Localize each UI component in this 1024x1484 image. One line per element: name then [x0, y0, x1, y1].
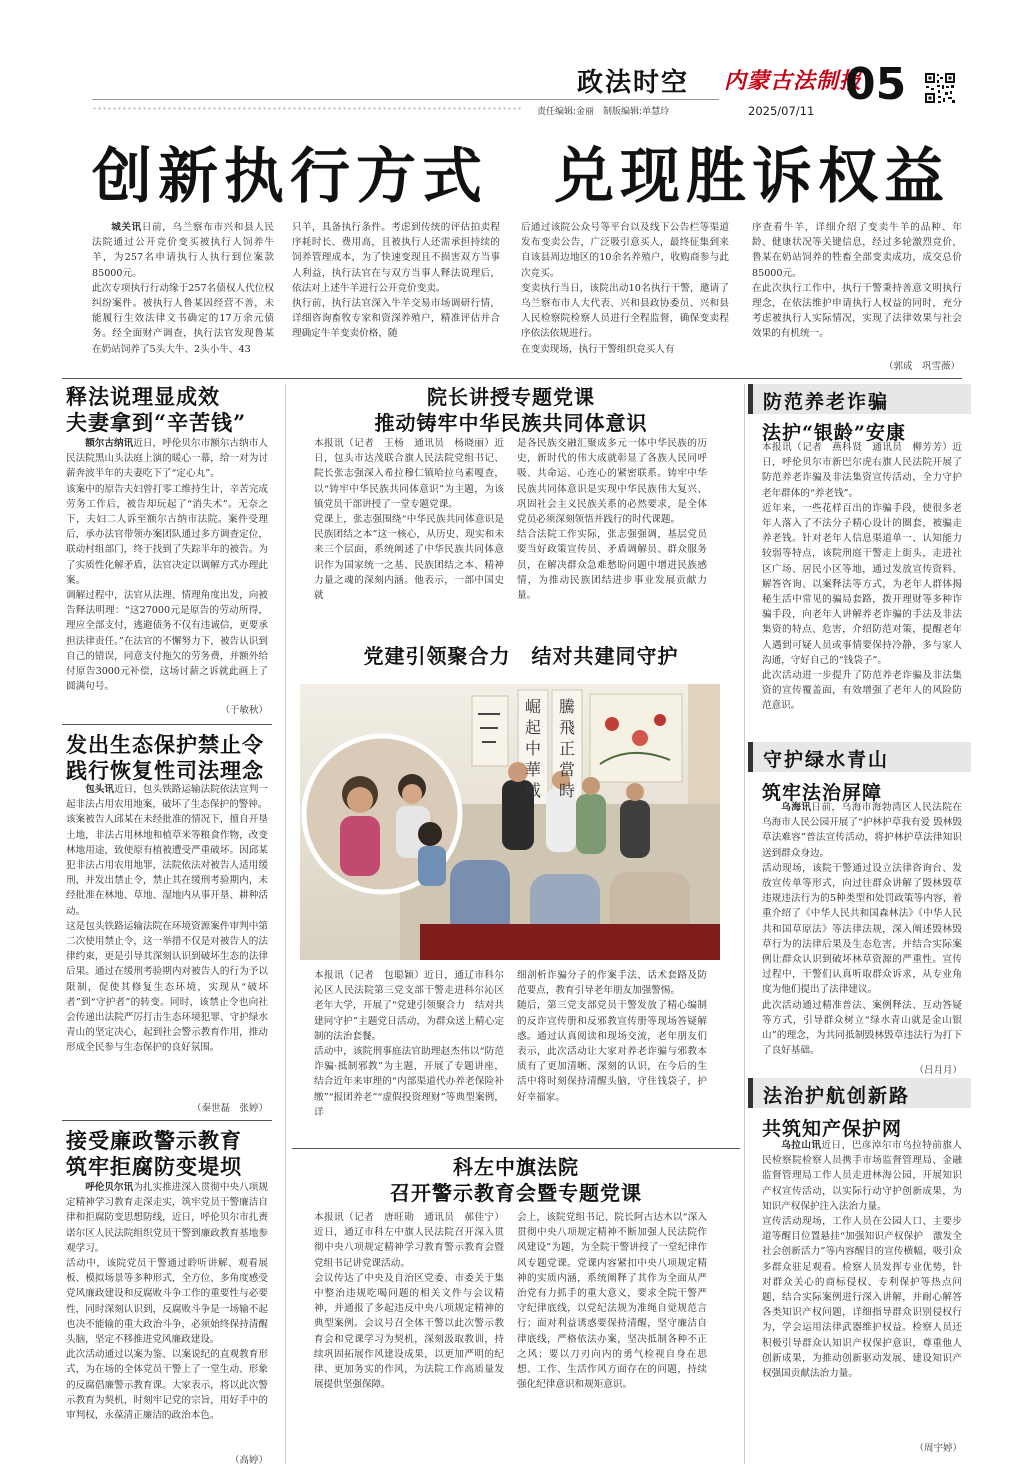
title-line-1: 发出生态保护禁止令 [66, 732, 264, 757]
main-article-col3: 后通过该院公众号等平台以及线下公告栏等渠道发布变卖公告，广泛吸引意买人，最终征集到来自该县周边地区的10余名养殖户，收购商参与此次竞买。 变卖执行当日，该院出动10名执行干警，邀请了乌兰察布市人大代表、兴和县政协委员、兴和县人民检察院检察人员进行全程监督，确保变卖程序依法依规进行。 在变卖现场，执行干警组织竞买人有 [521, 222, 729, 355]
article-center-3-col1: 本报讯（记者 唐旺勋 通讯员 郝佳宁）近日，通辽市科左中旗人民法院召开深入贯彻中央八项规定精神学习教育警示教育会暨党组书记讲党课活动。 会议传达了中央及自治区党委、市委关于集中整治违规吃喝问题的相关文件与会议精神，并通报了多起违反中央八项规定精神的典型案例。会议号召全体干警以此次警示教育会和党课学习为契机，深刻汲取教训，持续巩固拓展作风建设成果，以更加严明的纪律、更加务实的作风，为法院工作高质量发展提供坚强保障。 [314, 1212, 504, 1391]
main-article-col2: 只羊，具备执行条件。考虑到传统的评估拍卖程序耗时长、费用高，且被执行人还需承担持续的饲养管理成本，为了快速变现且不损害双方当事人利益，执行法官在与双方当事人释法说理后，依法对上述牛羊进行公开竞价变卖。 执行前，执行法官深入牛羊交易市场调研行情，详细咨询畜牧专家和资深养殖户，精准评估并合理确定牛羊变卖价格，随 [292, 222, 500, 340]
vertical-rule-left [285, 384, 286, 1464]
title-line-1: 释法说理显成效 [66, 384, 220, 409]
qr-code-icon [924, 72, 956, 104]
vertical-rule-right [744, 384, 745, 1464]
editor-credits: 责任编辑:金丽 制版编辑:单慧玲 [537, 107, 670, 117]
article-right-3-body: 乌拉山讯近日，巴彦淖尔市乌拉特前旗人民检察院检察人员携手市场监督管理局、金融监督管理局工作人员走进林海公园，开展知识产权宣传活动，以实际行动守护创新成果，为知识产权保护注入法治力量。 宣传活动现场，工作人员在公园人口、主要步道等醒目位置悬挂“加强知识产权保护 激发全社会创新活力”等内容醒目的宣传横幅，吸引众多群众驻足观看。检察人员发挥专业优势，针对群众关心的商标侵权、专利保护等热点问题，结合实际案例进行深入讲解，并耐心解答各类知识产权问题，详细指导群众识别侵权行为，学会运用法律武器维护权益。检察人员还积极引导群众认知识产权保护意识，尊重他人创新成果，为推动创新驱动发展、建设知识产权强国贡献法治力量。 [762, 1140, 963, 1380]
dateline: 包头讯 [85, 784, 115, 795]
paper-name: 内蒙古法制报 [724, 68, 863, 94]
main-article-col1: 城关讯日前，乌兰察布市兴和县人民法院通过公开竞价变买被执行人饲养牛羊，为257名申请执行人执行到位案款85000元。 此次专项执行行动缘于257名债权人代位权纠纷案件。被执行人鲁某因经营不善，未能履行生效法律文书确定的17万余元债务。经全面财产调查，执行法官发现鲁某在奶站饲养了5头大牛、2头小牛、43 [92, 222, 275, 355]
title-line-2: 召开警示教育会暨专题党课 [390, 1181, 642, 1205]
article-left-2-body: 包头讯近日，包头铁路运输法院依法宣判一起非法占用农用地案，破坏了生态保护的警钟。 该案被告人邱某在未经批准的情况下，擅自开垦土地，非法占用林地和植草米等粮食作物，改变林地用途，致使原有植被遭受严重破坏。因邱某犯非法占用农用地罪，法院依法对被告人适用缓刑，并发出禁止令，禁止其在缓刑考验期内，未经批准在林地、草地、湿地内从事开垦、耕种活动。 这是包头铁路运输法院在环境资源案件审判中第二次使用禁止令，这一举措不仅是对被告人的法律约束，更是引导其深刻认识到破坏生态的法律后果。通过在缓刑考验期内对被告人的行为予以限制，促使其修复生态环境，实现从“破坏者”到“守护者”的转变。同时，该禁止令也向社会传递出法院严厉打击生态环境犯罪、守护绿水青山的坚定决心，起到社会警示教育作用，推动形成全民参与生态保护的良好氛围。 [66, 784, 269, 1054]
article-right-1-body: 本报讯（记者 燕科贤 通讯员 柳芳芳）近日，呼伦贝尔市新巴尔虎右旗人民法院开展了防范养老诈骗及非法集资宣传活动，全力守护老年群体的“养老钱”。 近年来，一些花样百出的诈骗手段，使很多老年人落入了不法分子精心设计的圈套，被骗走养老钱。针对老年人信息渠道单一、认知能力较弱等特点，该院刑庭干警走上街头，走进社区广场、居民小区等地，通过发放宣传资料、解答咨询、以案释法等方式，为老年人群体揭秘生活中常见的骗局套路，拨开理财等多种诈骗手段，向老年人讲解养老诈骗的手法及非法集资的特点、危害，介绍防范对策，提醒老年人遇到可疑人员或事情要保持冷静，多与家人沟通，守好自己的“钱袋子”。 此次活动进一步提升了防范养老诈骗及非法集资的宣传覆盖面，有效增强了老年人的风险防范意识。 [762, 442, 962, 712]
article-center-2-col1: 本报讯（记者 包聪颖）近日，通辽市科尔沁区人民法院第三党支部干警走进科尔沁区老年大学，开展了“党建引领聚合力 结对共建同守护”主题党日活动，为群众送上精心定制的法治套餐。 活动中，该院刑事庭法官助理赵杰伟以“防范诈骗·抵制邪教”为主题，开展了专题讲座，结合近年来审理的“内部渠道代办养老保险补缴”“报团养老”“虚假投资理财”等典型案例，详 [314, 970, 504, 1118]
section-banner-green-mountains [748, 742, 971, 772]
article-left-3-body: 呼伦贝尔讯为扎实推进深入贯彻中央八项规定精神学习教育走深走实，筑牢党员干警廉洁自律和拒腐防变思想防线，近日，呼伦贝尔市扎赉诺尔区人民法院组织党员干警到廉政教育基地参观学习。 活动中，该院党员干警通过聆听讲解、观看展板、模拟场景等多种形式，全方位、多角度感受党风廉政建设和反腐败斗争工作的重要性与必要性，同时深刻认识到，反腐败斗争是一场输不起也决不能输的重大政治斗争，必须始终保持清醒头脑，坚定不移推进党风廉政建设。 此次活动通过以案为鉴、以案说纪的直观教育形式，为在场的全体党员干警上了一堂生动、形象的反腐倡廉警示教育课。大家表示，将以此次警示教育为契机，时刻牢记党的宗旨，用好手中的审判权，永葆清正廉洁的政治本色。 [66, 1182, 269, 1422]
article-left-2-byline: （秦世磊 张婷） [191, 1103, 268, 1114]
section-name: 政法时空 [577, 68, 690, 98]
masthead-dots [92, 106, 522, 112]
dateline: 乌拉山讯 [781, 1140, 822, 1151]
section-banner-text: 守护绿水青山 [763, 749, 890, 771]
article-center-3-title [292, 1154, 740, 1206]
article-center-2-title: 党建引领聚合力 结对共建同守护 [363, 644, 679, 668]
divider-left-1 [62, 724, 272, 725]
main-article-col4: 序查看牛羊，详细介绍了变卖牛羊的品种、年龄、健康状况等关键信息，经过多轮激烈竞价，鲁某在奶站饲养的牲畜全部变卖成功，成交总价85000元。 在此次执行工作中，执行干警秉持善意文明执行理念，在依法维护申请执行人权益的同时，充分考虑被执行人实际情况，实现了法律效果与社会效果的有机统一。 [752, 222, 962, 340]
main-headline: 创新执行方式 兑现胜诉权益 [92, 142, 950, 212]
article-center-2-col2: 细剖析诈骗分子的作案手法、话术套路及防范要点，教育引导老年朋友加强警惕。 随后，第三党支部党员干警发放了精心编制的反诈宣传册和反邪教宣传册等现场答疑解惑。通过认真阅读和现场交流，老年朋友们表示，此次活动让大家对养老诈骗与邪教本质有了更加清晰、深刻的认识，在今后的生活中将时刻保持清醒头脑，守住钱袋子，护好幸福家。 [517, 970, 707, 1103]
main-article-byline: （郭成 巩雪薇） [883, 361, 960, 372]
article-center-1-col2: 是各民族交融汇聚成多元一体中华民族的历史，新时代的伟大成就彰显了各族人民同呼吸、共命运、心连心的紧密联系。铸牢中华民族共同体意识是实现中华民族伟大复兴、巩固社会主义民族关系的必然要求，是全体党员必须深刻领悟并践行的时代课题。 结合法院工作实际，张志强强调，基层党员要当好政策宣传员、矛盾调解员、群众服务员，在解决群众急难愁盼问题中增进民族感情，为推动民族团结进步事业发展贡献力量。 [517, 438, 707, 602]
article-right-1-subtitle: 法护“银龄”安康 [762, 422, 906, 444]
dateline: 城关讯 [111, 222, 142, 233]
article-left-2-title [66, 732, 272, 784]
page-number: 05 [845, 59, 907, 110]
article-left-1-byline: （于敏秋） [220, 705, 268, 716]
title-line-2: 践行恢复性司法理念 [66, 758, 264, 783]
article-right-2-body: 乌海讯日前，乌海市海勃湾区人民法院在乌海市人民公园开展了“护林护草我有爱 毁林毁草法难容”普法宣传活动，将护林护草法律知识送到群众身边。 活动现场，该院干警通过设立法律咨询台、发放宣传单等形式，向过往群众讲解了毁林毁草违规违法行为的5种类型和处罚政策等内容，着重介绍了《中华人民共和国森林法》《中华人民共和国草原法》等法律法规，深入阐述毁林毁草行为的法律后果及生态危害，并结合实际案例让群众认识到破坏林草资源的严重性。宣传过程中，干警们认真听取群众诉求，从专业角度为他们提出了法律建议。 此次活动通过精准普法、案例释法、互动答疑等方式，引导群众树立“绿水青山就是金山银山”的理念，为共同抵制毁林毁草违法行为打下了良好基础。 [762, 802, 963, 1057]
article-center-1-col1: 本报讯（记者 王杨 通讯员 杨晓丽）近日，包头市达茂联合旗人民法院党组书记、院长张志强深入希拉穆仁镇哈拉乌素嘎查，以“铸牢中华民族共同体意识”为主题，为该镇党员干部讲授了一堂专题党课。 党课上，张志强围绕“中华民族共同体意识是民族团结之本”这一核心，从历史、现实和未来三个层面，系统阐述了中华民族共同体意识作为国家统一之基、民族团结之本、精神力量之魂的深刻内涵。他表示，一部中国史就 [314, 438, 504, 602]
article-left-1-title [66, 384, 272, 436]
article-right-2-subtitle: 筑牢法治屏障 [762, 782, 883, 804]
section-banner-text: 防范养老诈骗 [763, 391, 890, 413]
article-right-2-byline: （吕月月） [914, 1065, 962, 1076]
section-banner-text: 法治护航创新路 [763, 1085, 911, 1107]
divider-center [292, 1148, 740, 1149]
dateline: 乌海讯 [781, 802, 812, 813]
calligraphy-scroll-right: 騰飛正當時 [558, 697, 575, 800]
article-right-3-subtitle: 共筑知产保护网 [762, 1118, 903, 1140]
divider-under-main [62, 378, 962, 379]
page-date: 2025/07/11 [748, 104, 815, 118]
section-banner-ip-protection [748, 1078, 971, 1108]
calligraphy-scroll-left: 崛起中華威 [524, 697, 541, 800]
title-line-1: 院长讲授专题党课 [427, 385, 595, 409]
article-right-3-byline: （周宇婷） [914, 1443, 962, 1454]
dateline: 额尔古纳讯 [85, 438, 134, 449]
divider-left-2 [62, 1120, 272, 1121]
title-line-2: 筑牢拒腐防变堤坝 [66, 1154, 242, 1179]
article-center-3-col2: 会上，该院党组书记、院长阿古达木以“深入贯彻中央八项规定精神不断加强人民法院作风建设”为题，为全院干警讲授了一堂纪律作风专题党课。党课内容紧扣中央八项规定精神的实质内涵，系统阐释了其作为全面从严治党有力抓手的重大意义，要求全院干警严守纪律底线，以党纪法规为准绳自觉规范言行；面对利益诱惑要保持清醒，坚守廉洁自律底线，严格依法办案，坚决抵制各种不正之风；要以刀刃向内的勇气检视自身在思想、工作、生活作风方面存在的问题，持续强化纪律意识和规矩意识。 [517, 1212, 707, 1391]
title-line-1: 科左中旗法院 [453, 1155, 579, 1179]
title-line-1: 接受廉政警示教育 [66, 1128, 242, 1153]
masthead-divider [92, 99, 719, 100]
dateline: 呼伦贝尔讯 [85, 1182, 134, 1193]
masthead [0, 0, 1024, 125]
article-center-1-title [292, 384, 730, 436]
article-left-3-byline: （高婷） [229, 1455, 268, 1466]
event-photo [300, 684, 720, 960]
title-line-2: 夫妻拿到“辛苦钱” [66, 410, 247, 435]
section-banner-elder-fraud [748, 384, 971, 414]
article-left-3-title [66, 1128, 272, 1180]
article-left-1-body: 额尔古纳讯近日，呼伦贝尔市额尔古纳市人民法院黑山头法庭上演的暖心一幕，给一对为讨薪奔波半年的夫妻吃下了“定心丸”。 该案中的原告夫妇曾打零工维持生计，辛苦完成劳务工作后，被告却玩起了“消失术”。无奈之下，夫妇二人诉至额尔古纳市法院。案件受理后，承办法官带领办案团队通过多方调查定位，联动村组部门，终于找到了失踪半年的被告。为了实质性化解矛盾，法官决定以调解方式办理此案。 调解过程中，法官从法理、情理角度出发，向被告释法明理：“这27000元是原告的劳动所得，理应全部支付，逃避债务不仅有违诚信，更要承担法律责任。”在法官的不懈努力下，被告认识到自己的错误，同意支付拖欠的劳务费，并额外给付原告3000元补偿，这场讨薪之诉就此画上了圆满句号。 [66, 438, 269, 693]
title-line-2: 推动铸牢中华民族共同体意识 [374, 411, 648, 435]
